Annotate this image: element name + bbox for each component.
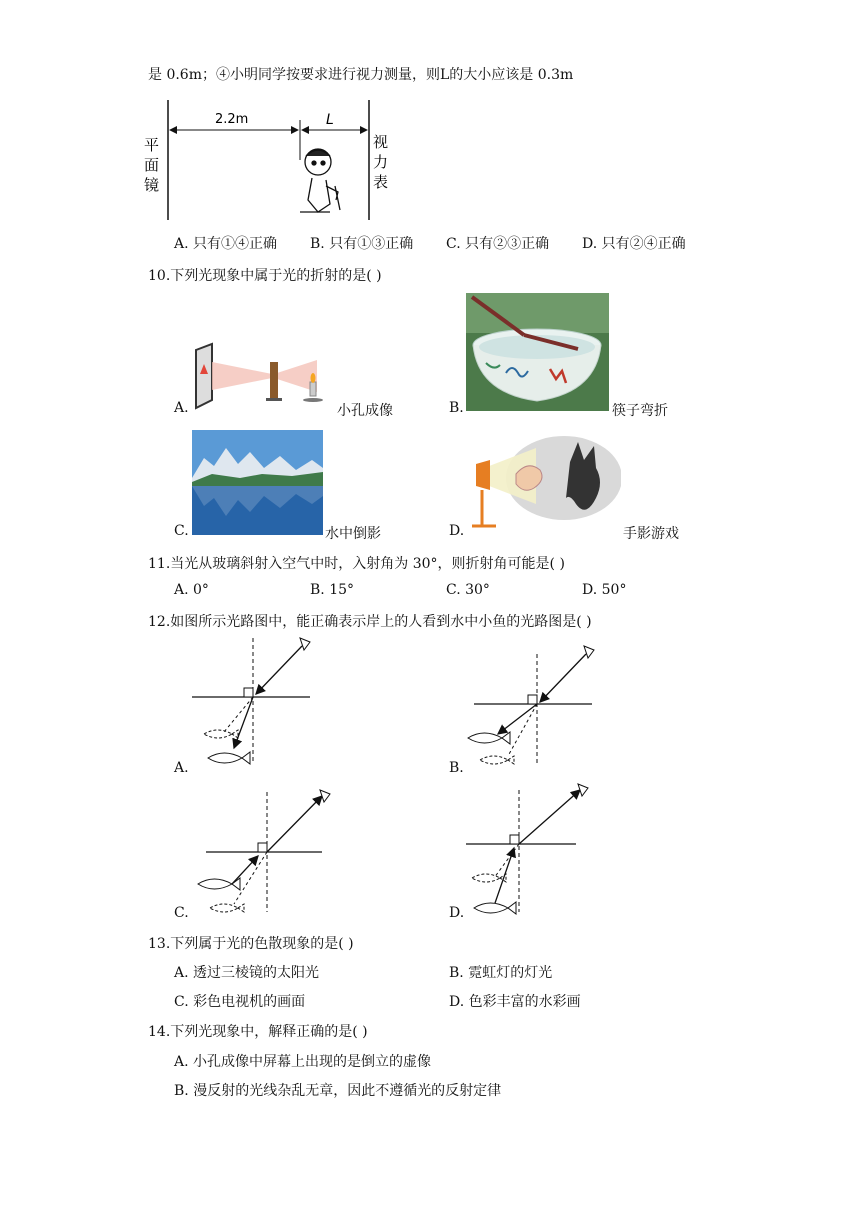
q10-option-d-caption: 手影游戏 [623, 526, 679, 542]
q12-option-b[interactable]: B. [449, 760, 464, 776]
q9-option-b[interactable]: B. 只有①③正确 [310, 236, 414, 252]
q10-option-c-letter[interactable]: C. [174, 523, 189, 539]
q14-stem: 14.下列光现象中，解释正确的是( ) [148, 1024, 368, 1040]
q13-option-d[interactable]: D. 色彩丰富的水彩画 [449, 994, 581, 1010]
pinhole-image [192, 340, 340, 415]
svg-text:视: 视 [373, 133, 389, 151]
q12-option-c[interactable]: C. [174, 905, 189, 921]
q10-option-d-letter[interactable]: D. [449, 523, 465, 539]
svg-text:镜: 镜 [144, 176, 160, 194]
q9-option-d[interactable]: D. 只有②④正确 [582, 236, 686, 252]
q10-option-a-letter[interactable]: A. [174, 400, 189, 416]
svg-text:力: 力 [373, 153, 389, 171]
q12-option-d[interactable]: D. [449, 905, 465, 921]
boy-figure [300, 149, 340, 212]
q10-option-c-caption: 水中倒影 [325, 526, 381, 542]
q11-option-a[interactable]: A. 0° [174, 582, 209, 598]
q10-option-b-caption: 筷子弯折 [612, 403, 668, 419]
q13-option-a[interactable]: A. 透过三棱镜的太阳光 [174, 965, 320, 981]
q10-option-a-caption: 小孔成像 [337, 403, 393, 419]
svg-text:面: 面 [144, 156, 160, 174]
q9-eye-test-figure [140, 100, 400, 225]
svg-text:平: 平 [144, 136, 160, 154]
q11-option-d[interactable]: D. 50° [582, 582, 627, 598]
q9-tail-text: 是 0.6m；④小明同学按要求进行视力测量，则L的大小应该是 0.3m [148, 67, 574, 83]
svg-text:表: 表 [373, 173, 389, 191]
q11-option-b[interactable]: B. 15° [310, 582, 355, 598]
distance-label: 2.2m [215, 112, 249, 127]
q12-diagram-c [194, 786, 334, 916]
lake-reflection-image [192, 430, 323, 535]
q9-option-c[interactable]: C. 只有②③正确 [446, 236, 550, 252]
hand-shadow-image [466, 434, 621, 534]
q12-stem: 12.如图所示光路图中，能正确表示岸上的人看到水中小鱼的光路图是( ) [148, 614, 592, 630]
q12-option-a[interactable]: A. [174, 760, 189, 776]
q12-diagram-b [466, 640, 606, 778]
q14-option-a[interactable]: A. 小孔成像中屏幕上出现的是倒立的虚像 [174, 1054, 432, 1070]
q12-diagram-d [464, 782, 604, 916]
q14-option-b[interactable]: B. 漫反射的光线杂乱无章，因此不遵循光的反射定律 [174, 1083, 502, 1099]
chopstick-bowl-image [466, 293, 609, 411]
q12-diagram-a [190, 636, 330, 774]
q10-stem: 10.下列光现象中属于光的折射的是( ) [148, 268, 382, 284]
q11-option-c[interactable]: C. 30° [446, 582, 490, 598]
q9-option-a[interactable]: A. 只有①④正确 [174, 236, 278, 252]
q13-option-b[interactable]: B. 霓虹灯的灯光 [449, 965, 553, 981]
q10-option-b-letter[interactable]: B. [449, 400, 464, 416]
q13-option-c[interactable]: C. 彩色电视机的画面 [174, 994, 306, 1010]
L-label: L [326, 112, 334, 128]
q11-stem: 11.当光从玻璃斜射入空气中时，入射角为 30°，则折射角可能是( ) [148, 556, 565, 572]
q13-stem: 13.下列属于光的色散现象的是( ) [148, 936, 354, 952]
